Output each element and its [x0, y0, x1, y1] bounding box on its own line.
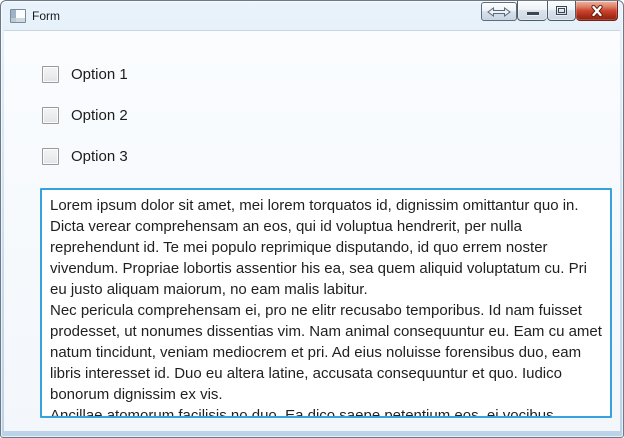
caption-button-group: [517, 1, 618, 21]
checkbox-option-3[interactable]: [42, 147, 128, 165]
maximize-icon: [556, 6, 567, 15]
lorem-textarea[interactable]: [40, 188, 612, 418]
checkbox-label: Option 2: [71, 106, 128, 124]
checkbox-option-2[interactable]: [42, 106, 128, 124]
checkbox-label: Option 1: [71, 65, 128, 83]
checkbox-label: Option 3: [71, 147, 128, 165]
checkbox-box[interactable]: [42, 148, 59, 165]
client-area: [4, 30, 620, 431]
checkbox-box[interactable]: [42, 107, 59, 124]
window-title: Form: [32, 8, 60, 23]
horizontal-resize-arrow-icon: [487, 7, 511, 17]
app-icon: [10, 9, 26, 23]
resize-horizontal-button[interactable]: [481, 2, 517, 21]
maximize-button[interactable]: [547, 1, 576, 21]
close-icon: [590, 5, 604, 17]
checkbox-box[interactable]: [42, 66, 59, 83]
close-button[interactable]: [576, 1, 618, 21]
titlebar[interactable]: [1, 1, 623, 30]
minimize-icon: [527, 12, 539, 15]
minimize-button[interactable]: [517, 1, 547, 21]
checkbox-option-1[interactable]: [42, 65, 128, 83]
